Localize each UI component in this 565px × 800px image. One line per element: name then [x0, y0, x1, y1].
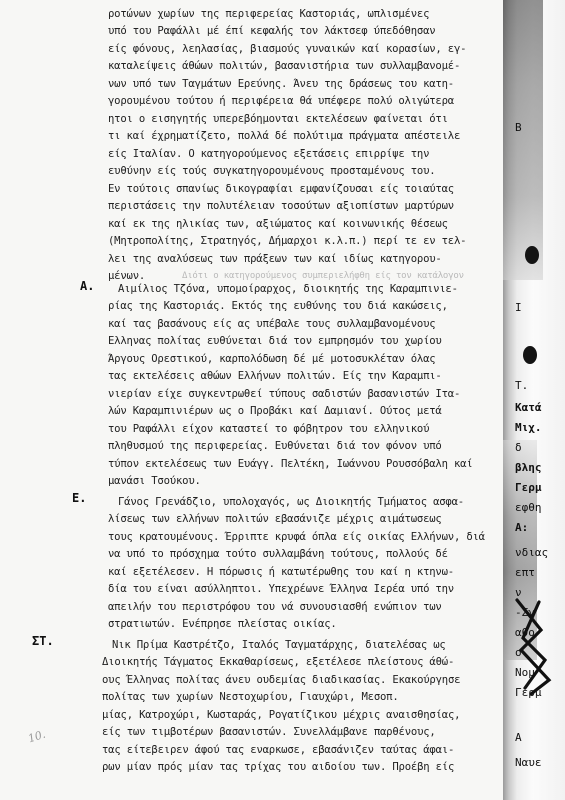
handwritten-note: 10.: [26, 727, 48, 746]
text-line: τους κρατουμένους. Έρριπτε κρυφά όπλα είς οικίας Ελλήνων, διά: [108, 531, 485, 543]
text-line: περιστάσεις την πολυτέλειαν τοσούτων αξιοπίστων μαρτύρων: [108, 200, 454, 212]
text-line: είς Ιταλίαν. Ο κατηγορούμενος εξετάσεις επιρρίψε την: [108, 148, 430, 160]
text-line: νων υπό των Ταγμάτων Ερεύνης. Άνευ της δράσεως του κατη-: [108, 78, 454, 90]
text-line: Άργους Ορεστικού, καρπολόδωση δέ μέ μοτοσυκλέταν όλας: [108, 353, 436, 365]
text-line: λει της αναλύσεως των πράξεων των καί ιδίως κατηγορου-: [108, 253, 442, 265]
margin-fragment: αθο: [515, 626, 535, 639]
margin-fragment: νδιας: [515, 546, 549, 559]
text-line: Γάνος Γρενάδζιο, υπολοχαγός, ως Διοικητής Τμήματος ασφα-: [118, 496, 464, 508]
margin-fragment: βλης: [515, 461, 542, 474]
margin-fragment: Β: [515, 121, 522, 134]
text-line: τύπον εκτελέσεως των Ευάγγ. Πελτέκη, Ιωάννου Ρουσσόβαλη καί: [108, 458, 473, 470]
text-line: ροτώνων χωρίων της περιφερείας Καστοριάς, ωπλισμένες: [108, 8, 430, 20]
scan-shadow: [503, 0, 543, 280]
text-line: ητοι ο εισηγητής υπερεβόημονται εκτελέσεων φαίνεται ότι: [108, 113, 448, 125]
text-line: πολίτας των χωρίων Νεστοχωρίου, Γιαυχώρι, Μεσοπ.: [102, 691, 399, 703]
section-marker-a: Α.: [80, 279, 95, 293]
margin-fragment: Ναυε: [515, 756, 542, 769]
text-line: ρίας της Καστοριάς. Εκτός της ευθύνης του διά κακώσεις,: [108, 300, 448, 312]
margin-fragment: Τ.: [515, 379, 529, 392]
text-line: λίσεως των ελλήνων πολιτών εβασάνιζε μέχρις αιμάτωσεως: [108, 513, 442, 525]
text-line: δία του είναι ασύλληπτοι. Υπεχρέωνε Έλληνα Ιερέα υπό την: [108, 583, 454, 595]
text-line: Εν τούτοις σπανίως δικογραφίαι εμφανίζουσαι είς τοιαύτας: [108, 183, 454, 195]
margin-fragment: -Σγ: [515, 606, 535, 619]
text-line: καί εξετέλεσεν. Η πόρωσις ή κατωτέρωθης του καί η κτηνω-: [108, 566, 454, 578]
text-line: υπό του Ραφάλλι μέ έπί κεφαλής τον λάκτσεφ ύπεδόθησαν: [108, 25, 436, 37]
margin-fragment: Γερμ: [515, 481, 542, 494]
margin-fragment: επτ: [515, 566, 535, 579]
text-line: λών Καραμπινιέρων ως ο Προβάκι καί Δαμιανί. Ούτος μετά: [108, 405, 442, 417]
text-line: απειλήν του περιστρόφου του νά συνουσιασθή ενώπιον των: [108, 601, 442, 613]
section-marker-st: ΣΤ.: [32, 634, 54, 648]
section-marker-e: Ε.: [72, 491, 87, 505]
text-line: Αιμίλιος Τζόνα, υπομοίραρχος, διοικητής της Καραμπινιε-: [118, 283, 458, 295]
margin-fragment: Γερμ: [515, 686, 542, 699]
text-line: ους Έλληνας πολίτας άνευ ουδεμίας διαδικασίας. Εκακούργησε: [102, 674, 461, 686]
text-line: να υπό το πρόσχημα τούτο συλλαμβάνη τούτους, πολλούς δέ: [108, 548, 448, 560]
text-line: Νικ Πρίμα Καστρέτζο, Ιταλός Ταγματάρχης, διατελέσας ως: [112, 639, 446, 651]
text-line: καταλείψεις άθώων πολιτών, βασανιστήρια των συλλαμβανομέ-: [108, 60, 461, 72]
margin-fragment: Α: [515, 731, 522, 744]
text-line: Διοικητής Τάγματος Εκκαθαρίσεως, εξετέλεσε πλείστους άθώ-: [102, 656, 455, 668]
punch-hole: [523, 346, 537, 364]
text-line: καί τας βασάνους είς ας υπέβαλε τους συλλαμβανομένους: [108, 318, 436, 330]
text-line: τας εκτελέσεις αθώων Ελλήνων πολιτών. Είς την Καραμπι-: [108, 370, 442, 382]
margin-fragment: Μιχ.: [515, 421, 542, 434]
margin-fragment: Κατά: [515, 401, 542, 414]
punch-hole: [525, 246, 539, 264]
text-line: είς φόνους, λεηλασίας, βιασμούς γυναικών καί κορασίων, εγ-: [108, 43, 467, 55]
text-line: μένων.: [108, 270, 146, 282]
text-line: τας είτεβειρεν άφού τας εναρκωσε, εβασάνιζεν ταύτας άφαι-: [102, 744, 455, 756]
text-line: γορουμένου τούτου ή περιφέρεια θά υπέφερε πολύ ολιγώτερα: [108, 95, 454, 107]
margin-fragment: Α:: [515, 521, 529, 534]
text-line: (Μητροπολίτης, Στρατηγός, Δήμαρχοι κ.λ.π.) περί τε εν τελ-: [108, 235, 467, 247]
text-line: νιερίαν είχε συγκεντρωθεί τύπους σαδιστών βασανιστών Ιτα-: [108, 388, 461, 400]
text-line: μίας, Κατροχώρι, Κωσταράς, Ρογατίζικου μέχρις αναισθησίας,: [102, 709, 461, 721]
margin-fragment: Νομ: [515, 666, 535, 679]
margin-fragment: δ: [515, 441, 522, 454]
handwritten-scribble: [511, 590, 559, 700]
text-line: είς των τιμβοτέρων βασανιστών. Συνελλάμβανε παρθένους,: [102, 726, 436, 738]
faint-bleed-line: Διότι ο κατηγορούμενος συμπεριελήφθη είς τον κατάλογον: [182, 271, 464, 281]
text-line: μανάσι Τσούκου.: [108, 475, 201, 487]
text-line: τι καί έχρηματίζετο, πολλά δέ πολύτιμα πράγματα απέστειλε: [108, 130, 461, 142]
text-line: ευθύνην είς τούς συγκατηγορουμένους προσταμένους του.: [108, 165, 436, 177]
text-line: ρων μίαν πρός μίαν τας τρίχας του αιδοίου των. Προέβη είς: [102, 761, 455, 773]
margin-fragment: Ι: [515, 301, 522, 314]
margin-fragment: ν: [515, 586, 522, 599]
text-line: στρατιωτών. Ενέπρησε πλείστας οικίας.: [108, 618, 337, 630]
adjacent-page-edge: [503, 0, 565, 800]
text-line: Ελληνας πολίτας ευθύνεται διά τον εμπρησμόν του χωρίου: [108, 335, 442, 347]
text-line: πληθυσμού της περιφερείας. Ευθύνεται διά τον φόνον υπό: [108, 440, 442, 452]
text-line: του Ραφάλλι είχον καταστεί το φόβητρον του ελληνικού: [108, 423, 430, 435]
margin-fragment: εφθη: [515, 501, 542, 514]
margin-fragment: ο: [515, 646, 522, 659]
text-line: καί εκ της ηλικίας των, αξιώματος καί κοινωνικής θέσεως: [108, 218, 448, 230]
